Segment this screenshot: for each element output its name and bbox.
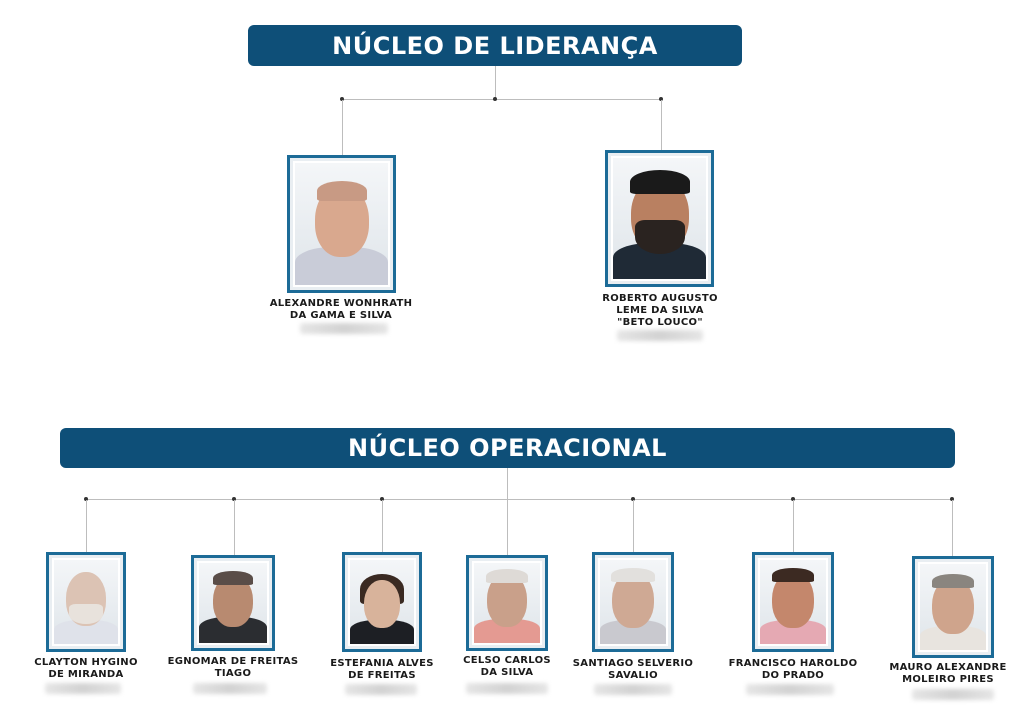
operative-photo xyxy=(52,558,120,646)
operative-photo-frame xyxy=(46,552,126,652)
leader-name: ROBERTO AUGUSTO LEME DA SILVA "BETO LOUCO" xyxy=(602,293,718,328)
leadership-drop-left xyxy=(342,100,343,155)
operational-drop xyxy=(507,500,508,555)
redacted-text xyxy=(45,683,121,694)
leader-photo-frame xyxy=(287,155,396,293)
operational-stem xyxy=(507,468,508,499)
operational-drop xyxy=(234,500,235,556)
leadership-drop-right xyxy=(661,100,662,150)
redacted-text xyxy=(746,684,834,695)
operative-photo xyxy=(758,558,828,646)
redacted-text xyxy=(193,683,267,694)
operative-photo-frame xyxy=(191,555,275,651)
operational-drop xyxy=(382,500,383,552)
leader-name: ALEXANDRE WONHRATH DA GAMA E SILVA xyxy=(269,298,413,321)
operative-photo xyxy=(472,561,542,645)
redacted-text xyxy=(617,330,703,341)
operational-hline xyxy=(86,499,953,500)
operational-drop xyxy=(952,500,953,556)
leader-photo-frame xyxy=(605,150,714,287)
leadership-stem xyxy=(495,66,496,100)
redacted-text xyxy=(912,689,994,700)
operative-photo xyxy=(197,561,269,645)
leader-photo xyxy=(293,161,390,287)
redacted-text xyxy=(300,323,388,334)
operative-name: MAURO ALEXANDRE MOLEIRO PIRES xyxy=(889,662,1007,685)
leadership-title: NÚCLEO DE LIDERANÇA xyxy=(332,31,658,60)
leadership-banner xyxy=(248,25,742,66)
operational-title: NÚCLEO OPERACIONAL xyxy=(348,434,667,462)
operative-photo-frame xyxy=(752,552,834,652)
operative-photo xyxy=(918,562,988,652)
redacted-text xyxy=(466,683,548,694)
operative-name: SANTIAGO SELVERIO SAVALIO xyxy=(572,658,694,681)
redacted-text xyxy=(594,684,672,695)
operative-photo xyxy=(348,558,416,646)
operational-banner xyxy=(60,428,955,468)
leader-photo xyxy=(611,156,708,281)
leadership-node-dot xyxy=(493,97,497,101)
redacted-text xyxy=(345,684,417,695)
operative-photo-frame xyxy=(592,552,674,652)
operational-drop xyxy=(633,500,634,552)
operative-name: ESTEFANIA ALVES DE FREITAS xyxy=(330,658,434,681)
leadership-hline xyxy=(342,99,661,100)
operative-name: CELSO CARLOS DA SILVA xyxy=(463,655,551,678)
operative-photo-frame xyxy=(342,552,422,652)
operative-photo-frame xyxy=(466,555,548,651)
operative-name: EGNOMAR DE FREITAS TIAGO xyxy=(167,656,299,679)
operational-drop xyxy=(793,500,794,552)
operative-photo-frame xyxy=(912,556,994,658)
operative-name: CLAYTON HYGINO DE MIRANDA xyxy=(34,657,138,680)
operative-name: FRANCISCO HAROLDO DO PRADO xyxy=(728,658,858,681)
operational-drop xyxy=(86,500,87,552)
operative-photo xyxy=(598,558,668,646)
